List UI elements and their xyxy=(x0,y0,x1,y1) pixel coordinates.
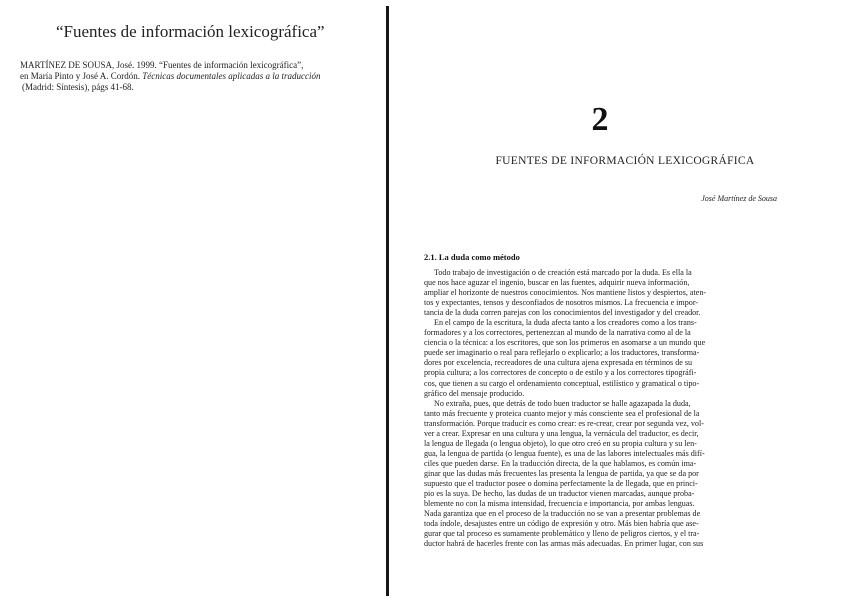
body-line: ginar que las dudas más frecuentes las presenta la lengua de partida, ya que se da por xyxy=(424,468,699,478)
citation-line-book xyxy=(20,71,380,82)
citation-editors: en María Pinto y José A. Cordón. xyxy=(20,71,143,81)
body-text xyxy=(424,268,778,549)
body-line: tancia de la duda corren parejas con los conocimientos del investigador y del creador. xyxy=(424,308,701,318)
body-line: cos, que tienen a su cargo el ordenamiento conceptual, estilístico y gramatical o tipo- xyxy=(424,378,700,388)
bibliographic-citation xyxy=(20,60,380,93)
body-line: ver a crear. Expresar en una cultura y una lengua, la vernácula del traductor, es decir, xyxy=(424,428,699,438)
body-line: gua, la lengua de partida (o lengua fuente), es una de las labores intelectuales más difí- xyxy=(424,448,705,458)
body-line: gráfico del mensaje producido. xyxy=(424,388,525,398)
body-line: ciencia o la técnica: a los escritores, que son los primeros en asomarse a un mundo que xyxy=(424,338,706,348)
chapter-author: José Martínez de Sousa xyxy=(701,194,777,203)
body-line: gurar que tal proceso es sumamente problemático y lleno de peligros ciertos, y el tra- xyxy=(424,529,700,539)
body-line: la lengua de llegada (o lengua objeto), lo que otro creó en su propia cultura y su len- xyxy=(424,438,697,448)
body-line: En el campo de la escritura, la duda afecta tanto a los creadores como a los trans- xyxy=(434,318,697,328)
body-line: dores por excelencia, recreadores de una cultura ajena expresada en términos de su xyxy=(424,358,693,368)
chapter-title: FUENTES DE INFORMACIÓN LEXICOGRÁFICA xyxy=(495,155,755,167)
citation-book-title: Técnicas documentales aplicadas a la traducción xyxy=(142,71,321,81)
body-line: que nos hace aguzar el ingenio, buscar en las fuentes, adquirir nueva información, xyxy=(424,278,690,288)
body-line: tos y expectantes, tensos y desconfiados de nosotros mismos. La frecuencia e impor- xyxy=(424,298,699,308)
chapter-number: 2 xyxy=(591,101,609,138)
citation-line-publisher: (Madrid: Síntesis), págs 41-68. xyxy=(22,82,134,92)
book-spine-divider xyxy=(386,6,389,596)
citation-line-author: MARTÍNEZ DE SOUSA, José. 1999. “Fuentes de información lexicográfica”, xyxy=(20,60,304,70)
left-page xyxy=(0,0,384,599)
body-line: supuesto que el traductor posee o domina perfectamente la de llegada, que en princi- xyxy=(424,478,698,488)
body-line: pio es la suya. De hecho, las dudas de un traductor vienen marcadas, aunque proba- xyxy=(424,489,695,499)
body-line: toda índole, desajustes entre un código de expresión y otro. Más bien habría que ase- xyxy=(424,519,699,529)
body-line: propia cultura; a los correctores de concepto o de estilo y a los correctores tipográfi- xyxy=(424,368,697,378)
body-line: Todo trabajo de investigación o de creación está marcado por la duda. Es ella la xyxy=(434,268,692,277)
body-line: tanto más frecuente y proteica cuanto mejor y más consciente sea el profesional de la xyxy=(424,408,700,418)
section-heading: 2.1. La duda como método xyxy=(424,252,520,262)
body-line: transformación. Porque traducir es como crear: es re-crear, crear por segunda vez, vol- xyxy=(424,418,704,428)
body-line: puede ser imaginario o real para reflejarlo o explicarlo; a los traductores, transforma- xyxy=(424,348,700,358)
body-line: ampliar el horizonte de nuestros conocimientos. Nos mantiene listos y despiertos, aten- xyxy=(424,288,707,298)
body-line: ciles que pueden darse. En la traducción directa, de la que hablamos, es común ima- xyxy=(424,458,697,468)
right-page xyxy=(390,0,848,599)
body-line: ductor habrá de hacerles frente con las armas más adecuadas. En primer lugar, con sus xyxy=(424,539,704,549)
body-line: formadores y a los correctores, pertenezcan al mundo de la narrativa como al de la xyxy=(424,328,691,338)
left-page-title: “Fuentes de información lexicográfica” xyxy=(56,22,325,41)
body-line: blemente no con la misma intensidad, frecuencia e importancia, por ambas lenguas. xyxy=(424,499,695,509)
body-line: No extraña, pues, que detrás de todo buen traductor se halle agazapada la duda, xyxy=(434,398,691,408)
body-line: Nada garantiza que en el proceso de la traducción no se van a presentar problemas de xyxy=(424,509,701,519)
